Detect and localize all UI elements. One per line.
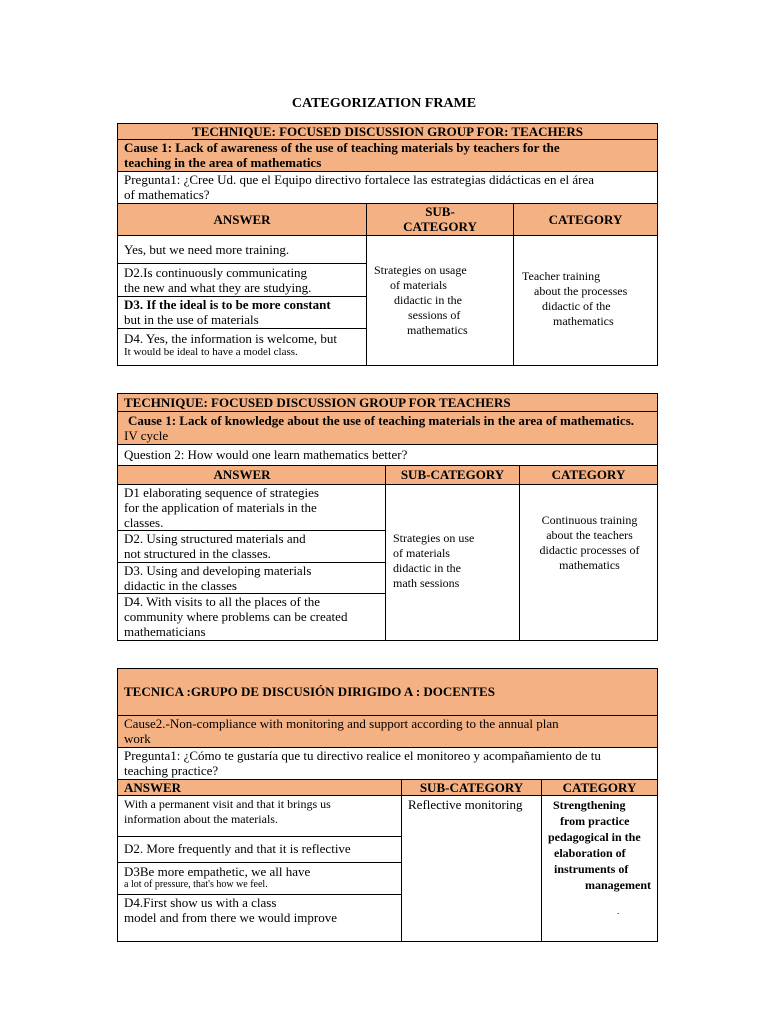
subcategory-column-header: SUB-CATEGORY — [385, 466, 519, 484]
answer-item: D1 elaborating sequence of strategies for the application of materials in the classes. — [124, 485, 319, 530]
question-row: Question 2: How would one learn mathematics better? — [118, 445, 657, 466]
category-column-header: CATEGORY — [519, 466, 657, 484]
question-row: Pregunta1: ¿Cree Ud. que el Equipo directivo fortalece las estrategias didácticas en el área of mathematics? — [118, 172, 657, 204]
subcategory-text: Reflective monitoring — [408, 797, 523, 812]
answer-item: D4.First show us with a class model and from there we would improve — [124, 895, 337, 925]
page-title: CATEGORIZATION FRAME — [291, 96, 477, 111]
column-header-row — [118, 780, 657, 796]
answer-column-header: ANSWER — [118, 780, 401, 795]
subcategory-text: Strategies on use of materials didactic in the math sessions — [393, 531, 475, 590]
cause-row: Cause 1: Lack of awareness of the use of teaching materials by teachers for the teaching in the area of mathematics — [118, 140, 657, 172]
technique-header: TECHNIQUE: FOCUSED DISCUSSION GROUP FOR TEACHERS — [118, 394, 657, 412]
answer-item: D4. Yes, the information is welcome, but It would be ideal to have a model class. — [124, 331, 338, 358]
category-text: Teacher training about the processes didactic of the mathematics — [522, 269, 628, 328]
category-text: Continuous training about the teachers didactic processes of mathematics — [539, 513, 640, 572]
subcategory-column-header: SUB-CATEGORY — [401, 780, 541, 795]
column-header-row — [118, 204, 657, 236]
category-text: Strengthening from practice pedagogical in the elaboration of instruments of management . — [548, 798, 651, 916]
column-header-row — [118, 466, 657, 485]
answer-item: D3. If the ideal is to be more constant but in the use of materials — [124, 297, 331, 327]
answers-body — [118, 236, 657, 365]
answer-item: With a permanent visit and that it brings us information about the materials. — [124, 797, 331, 826]
answer-column-header: ANSWER — [118, 204, 366, 235]
answers-body — [118, 485, 657, 640]
category-column-header: CATEGORY — [541, 780, 657, 795]
answer-item: D2.Is continuously communicating the new and what they are studying. — [124, 265, 312, 295]
answer-item: D3Be more empathetic, we all have a lot of pressure, that's how we feel. — [124, 864, 311, 890]
subcategory-column-header: SUB- CATEGORY — [366, 204, 513, 235]
subcategory-text: Strategies on usage of materials didactic in the sessions of mathematics — [374, 263, 468, 337]
answer-item: D3. Using and developing materials didactic in the classes — [124, 563, 312, 593]
question-row: Pregunta1: ¿Cómo te gustaría que tu directivo realice el monitoreo y acompañamiento de tu teaching practice? — [118, 748, 657, 780]
categorization-table-2 — [117, 393, 658, 641]
technique-header: TECNICA :GRUPO DE DISCUSIÓN DIRIGIDO A : DOCENTES — [118, 669, 657, 716]
cause-row: Cause2.-Non-compliance with monitoring and support according to the annual plan work — [118, 716, 657, 748]
technique-header: TECHNIQUE: FOCUSED DISCUSSION GROUP FOR: TEACHERS — [118, 124, 657, 140]
category-column-header: CATEGORY — [513, 204, 657, 235]
answer-column-header: ANSWER — [118, 466, 366, 484]
categorization-table-3 — [117, 668, 658, 942]
answer-item: D2. Using structured materials and not structured in the classes. — [124, 531, 306, 561]
answer-item: D2. More frequently and that it is reflective — [124, 841, 351, 856]
categorization-table-1 — [117, 123, 658, 366]
answers-body — [118, 796, 657, 941]
answer-item: D4. With visits to all the places of the community where problems can be created mathematicians — [124, 594, 348, 639]
answer-item: Yes, but we need more training. — [124, 242, 290, 257]
cause-row: Cause 1: Lack of knowledge about the use of teaching materials in the area of mathematics. IV cycle — [118, 412, 657, 445]
